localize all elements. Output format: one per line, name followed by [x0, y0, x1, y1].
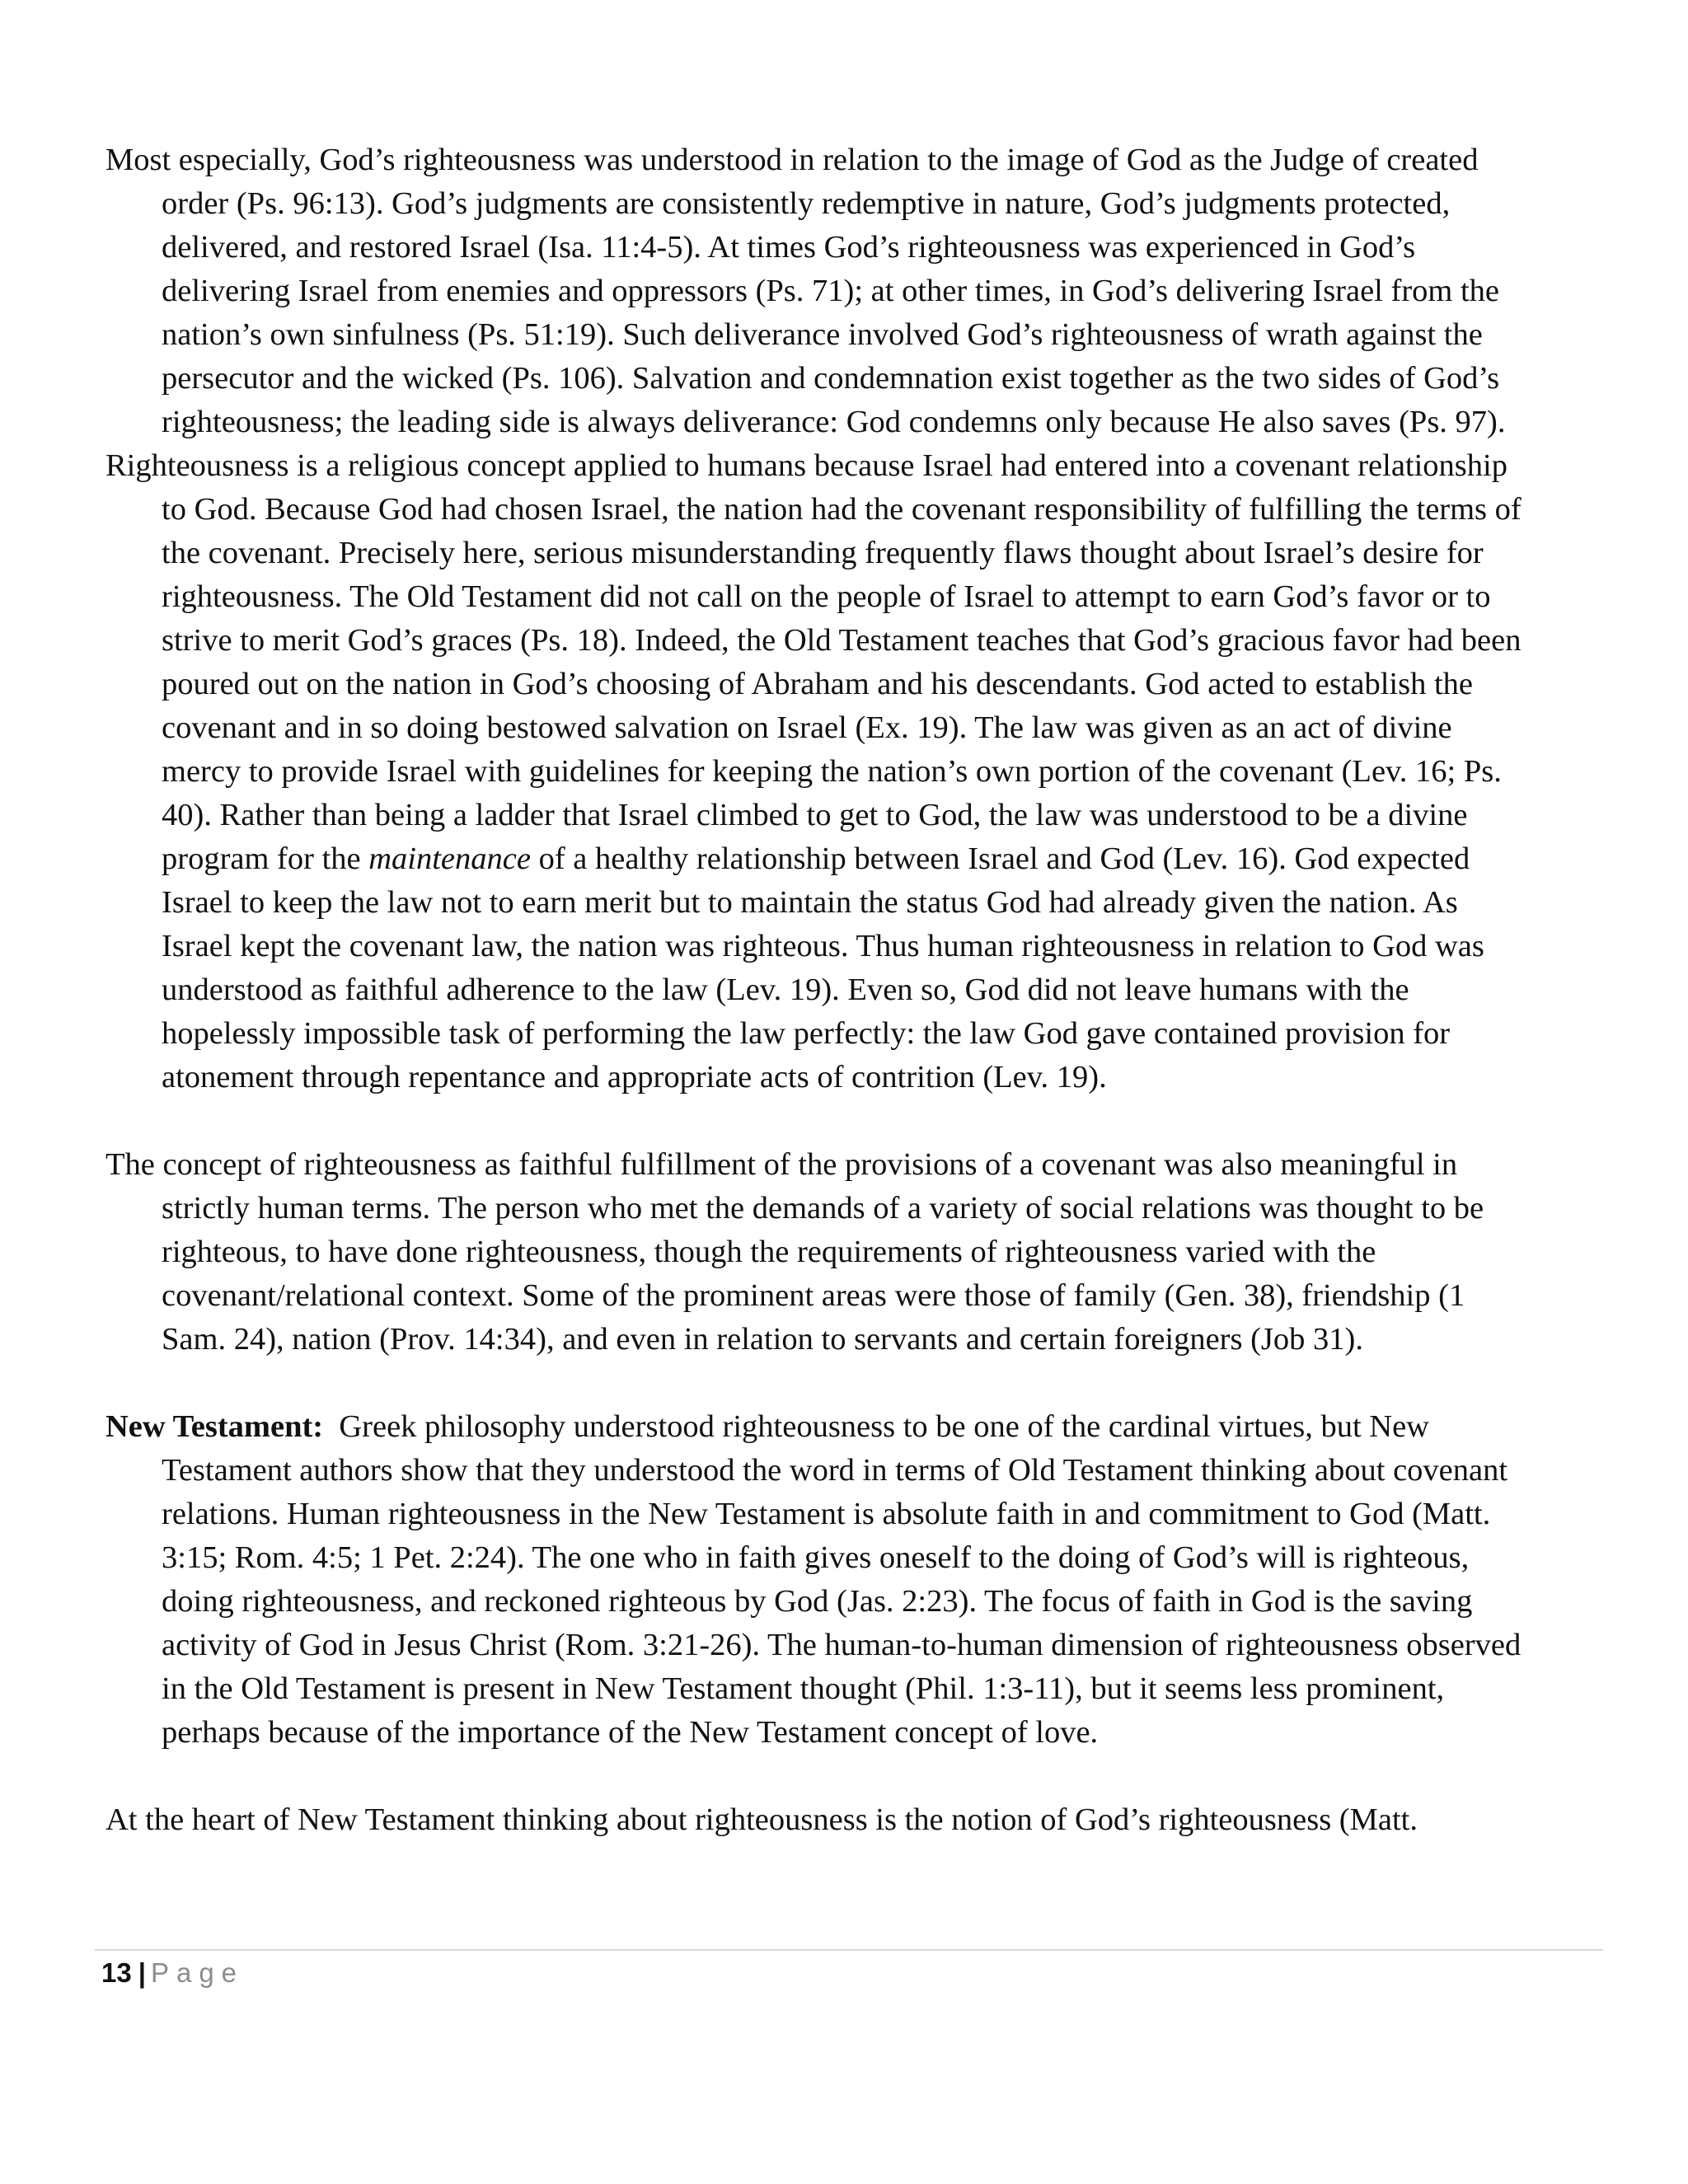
paragraph-text: of a healthy relationship between Israel and God (Lev. 16). God expected Israel to keep the law not to earn merit but to maintain the status God had already given the nation. As Israel kept the covenant law, the nation was righteous. Thus human righteousness in relation to God was understood as faithful adherence to the law (Lev. 19). Even so, God did not leave humans with the hopelessly impossible task of performing the law perfectly: the law God gave contained provision for atonement through repentance and appropriate acts of contrition (Lev. 19). [162, 841, 1484, 1094]
paragraph-heart-of-nt [106, 1798, 1523, 1842]
page-footer [101, 1952, 244, 1994]
paragraph-text: Most especially, God’s righteousness was understood in relation to the image of God as the Judge of created order (Ps. 96:13). God’s judgments are consistently redemptive in nature, God’s judgments protected, delivered, and restored Israel (Isa. 11:4-5). At times God’s righteousness was experienced in God’s delivering Israel from enemies and oppressors (Ps. 71); at other times, in God’s delivering Israel from the nation’s own sinfulness (Ps. 51:19). Such deliverance involved God’s righteousness of wrath against the persecutor and the wicked (Ps. 106). Salvation and condemnation exist together as the two sides of God’s righteousness; the leading side is always deliverance: God condemns only because He also saves (Ps. 97). [106, 143, 1506, 439]
emphasized-word: maintenance [368, 841, 531, 876]
paragraph-gods-righteousness-judge [106, 138, 1523, 444]
paragraph-human-terms [106, 1143, 1523, 1361]
section-heading-new-testament: New Testament: [106, 1409, 324, 1444]
footer-divider [95, 1949, 1603, 1951]
paragraph-text: Greek philosophy understood righteousness to be one of the cardinal virtues, but New Testament authors show that they understood the word in terms of Old Testament thinking about covenant relations. Human righteousness in the New Testament is absolute faith in and commitment to God (Matt. 3:15; Rom. 4:5; 1 Pet. 2:24). The one who in faith gives oneself to the doing of God’s will is righteous, doing righteousness, and reckoned righteous by God (Jas. 2:23). The focus of faith in God is the saving activity of God in Jesus Christ (Rom. 3:21-26). The human-to-human dimension of righteousness observed in the Old Testament is present in New Testament thought (Phil. 1:3-11), but it seems less prominent, perhaps because of the importance of the New Testament concept of love. [162, 1409, 1529, 1750]
paragraph-covenant-relationship [106, 444, 1523, 1099]
page-number: 13 [101, 1957, 132, 1988]
page-label: Page [150, 1957, 245, 1988]
paragraph-text: The concept of righteousness as faithful fulfillment of the provisions of a covenant was also meaningful in strictly human terms. The person who met the demands of a variety of social relations was thought to be righteous, to have done righteousness, though the requirements of righteousness varied with the covenant/relational context. Some of the prominent areas were those of family (Gen. 38), friendship (1 Sam. 24), nation (Prov. 14:34), and even in relation to servants and certain foreigners (Job 31). [106, 1147, 1484, 1357]
page-body [106, 138, 1529, 1842]
paragraph-text: Righteousness is a religious concept applied to humans because Israel had entered into a covenant relationship to God. Because God had chosen Israel, the nation had the covenant responsibility of fulfilling the terms of the covenant. Precisely here, serious misunderstanding frequently flaws thought about Israel’s desire for righteousness. The Old Testament did not call on the people of Israel to attempt to earn God’s favor or to strive to merit God’s graces (Ps. 18). Indeed, the Old Testament teaches that God’s gracious favor had been poured out on the nation in God’s choosing of Abraham and his descendants. God acted to establish the covenant and in so doing bestowed salvation on Israel (Ex. 19). The law was given as an act of divine mercy to provide Israel with guidelines for keeping the nation’s own portion of the covenant (Lev. 16; Ps. 40). Rather than being a ladder that Israel climbed to get to God, the law was understood to be a divine program for the [106, 448, 1522, 876]
page-separator: | [138, 1957, 146, 1988]
paragraph-text: At the heart of New Testament thinking about righteousness is the notion of God’s righteousness (Matt. [106, 1802, 1418, 1837]
paragraph-new-testament [106, 1405, 1529, 1755]
